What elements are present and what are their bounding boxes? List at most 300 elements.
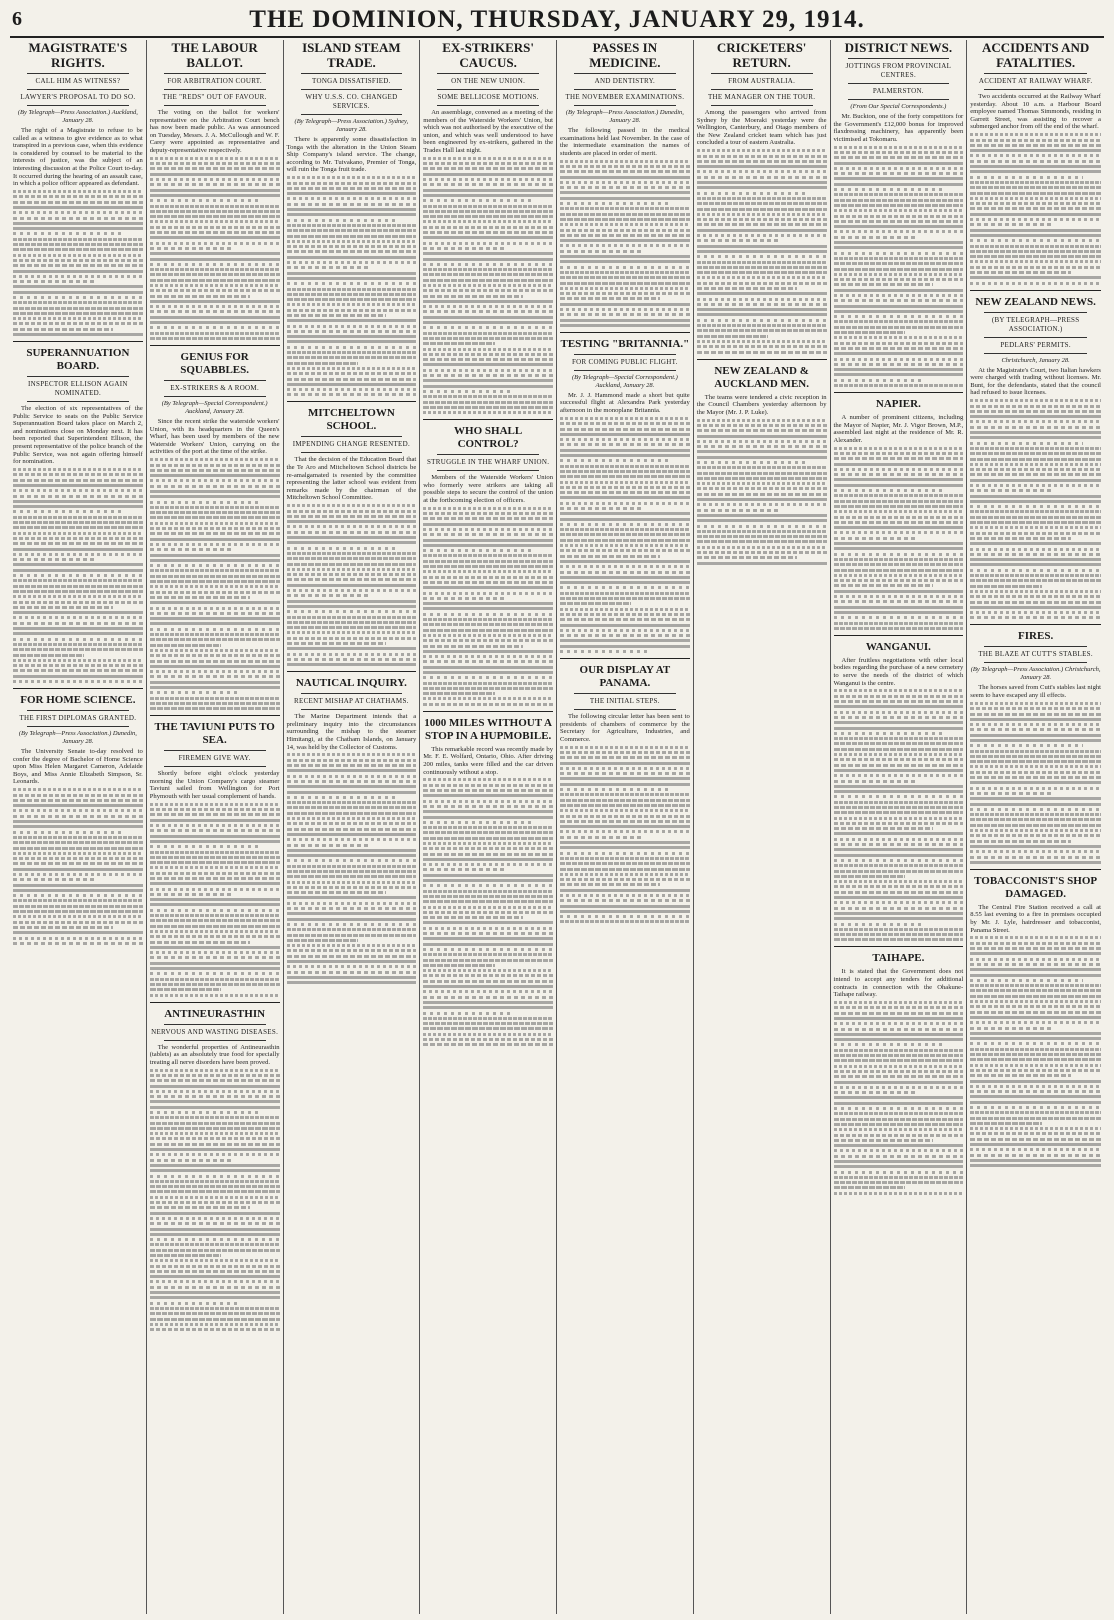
text-line	[834, 209, 964, 212]
text-line	[834, 273, 964, 276]
text-line	[834, 283, 934, 286]
text-line	[970, 489, 1054, 492]
text-line	[560, 170, 690, 173]
text-line	[970, 192, 1101, 195]
text-line	[423, 906, 553, 909]
article-text: Members of the Waterside Workers' Union who formerly were strikers are taking all possible steps to secure the control of the union at the forthcoming election of officers.	[423, 474, 553, 504]
text-line	[423, 911, 553, 914]
text-line	[150, 1164, 280, 1167]
text-line	[287, 330, 417, 333]
text-line	[13, 275, 143, 278]
text-line	[287, 240, 417, 243]
dateline: Christchurch, January 28.	[1001, 356, 1070, 364]
article-text: The following passed in the medical examinations held last November. In the case of the intermediate examination the names of students are placed in order of merit.	[560, 127, 690, 157]
rule	[27, 401, 129, 402]
text-line	[560, 592, 690, 595]
text-line	[287, 272, 417, 275]
text-line	[970, 1074, 1071, 1077]
text-line	[560, 920, 690, 923]
text-line	[150, 511, 280, 514]
text-line	[970, 202, 1101, 205]
text-line	[13, 616, 143, 619]
text-line	[423, 597, 506, 600]
text-line	[150, 617, 280, 620]
text-line	[287, 854, 417, 857]
text-line	[287, 796, 399, 799]
article-text: The right of a Magistrate to refuse to be called as a witness to give evidence as to what transpired in a previous case, when this evidence is considered by counsel to be material to the interests of justice, was the subject of an interesting discussion at the Police Court to-day. It occurred during the hearing of an assault case, in which a police officer appeared as defendant.	[13, 127, 143, 188]
text-line	[970, 207, 1101, 210]
text-line	[150, 888, 280, 891]
headline: GENIUS FOR SQUABBLES.	[180, 350, 250, 376]
text-line	[150, 1318, 280, 1321]
text-line	[970, 606, 1101, 609]
text-line	[697, 562, 827, 565]
text-line	[970, 1064, 1101, 1067]
text-line	[287, 907, 417, 910]
text-line	[834, 252, 964, 255]
text-line	[150, 1222, 280, 1225]
text-line	[423, 953, 553, 956]
text-line	[150, 252, 280, 255]
text-line	[970, 405, 1101, 408]
text-line	[834, 827, 934, 830]
text-line	[560, 250, 643, 253]
text-line	[423, 682, 553, 685]
text-line	[287, 282, 417, 285]
story-divider	[150, 345, 280, 346]
text-line	[834, 753, 964, 756]
rule	[574, 105, 676, 106]
text-line	[697, 445, 827, 448]
text-line	[150, 284, 280, 287]
text-line	[970, 1042, 1101, 1045]
text-line	[970, 399, 1101, 402]
text-line	[560, 165, 690, 168]
text-line	[423, 666, 553, 669]
text-line	[697, 466, 827, 469]
text-line	[150, 1122, 280, 1125]
text-line	[970, 149, 1101, 152]
text-line	[150, 585, 280, 588]
text-line	[13, 809, 143, 812]
text-line	[560, 809, 690, 812]
text-line	[560, 560, 690, 563]
text-line	[834, 151, 964, 154]
rule	[164, 89, 266, 90]
text-line	[287, 775, 417, 778]
text-line	[423, 581, 553, 584]
story	[970, 875, 1101, 1167]
text-line	[834, 1075, 964, 1078]
text-line	[697, 271, 827, 274]
story	[13, 347, 143, 683]
text-line	[834, 379, 922, 382]
text-line	[13, 510, 125, 513]
rule	[574, 89, 676, 90]
rule	[164, 105, 266, 106]
text-line	[13, 579, 143, 582]
text-line	[560, 512, 690, 515]
text-line	[150, 1302, 238, 1305]
text-line	[13, 526, 143, 529]
text-line	[150, 856, 280, 859]
body-text-lines	[150, 458, 280, 710]
text-line	[13, 489, 143, 492]
text-line	[834, 1149, 964, 1152]
rule	[301, 693, 403, 694]
text-line	[150, 607, 280, 610]
text-line	[697, 503, 827, 506]
text-line	[560, 544, 690, 547]
text-line	[560, 207, 690, 210]
text-line	[970, 952, 1101, 955]
text-line	[423, 247, 506, 250]
text-line	[560, 266, 690, 269]
text-line	[834, 167, 964, 170]
text-line	[697, 487, 827, 490]
text-line	[150, 247, 233, 250]
text-line	[150, 872, 280, 875]
story	[13, 40, 143, 336]
text-line	[834, 880, 964, 883]
text-line	[423, 199, 535, 202]
text-line	[423, 374, 553, 377]
article-text: After fruitless negotiations with other local bodies regarding the purchase of a new cemetery to serve the needs of the district of which Wanganui is the centre.	[833, 656, 964, 687]
text-line	[423, 289, 553, 292]
text-line	[697, 276, 827, 279]
text-line	[150, 495, 280, 498]
text-line	[150, 1228, 280, 1231]
story	[560, 40, 690, 327]
body-text-lines	[287, 504, 417, 666]
text-line	[150, 670, 280, 673]
text-line	[423, 634, 553, 637]
text-line	[150, 1270, 280, 1273]
text-line	[287, 955, 417, 958]
text-line	[834, 848, 964, 851]
headline: NEW ZEALAND NEWS.	[975, 295, 1096, 308]
text-line	[970, 139, 1101, 142]
text-line	[970, 734, 1101, 737]
text-line	[423, 1006, 553, 1009]
text-line	[13, 291, 143, 294]
text-line	[423, 549, 535, 552]
text-line	[560, 481, 690, 484]
rule	[848, 99, 950, 100]
text-line	[834, 368, 964, 371]
text-line	[560, 518, 690, 521]
text-line	[287, 208, 417, 211]
rule	[984, 353, 1087, 354]
text-line	[560, 804, 690, 807]
text-line	[150, 941, 250, 944]
text-line	[13, 322, 143, 325]
text-line	[970, 271, 1071, 274]
text-line	[970, 1148, 1101, 1151]
subheading: THE BLAZE AT CUTT'S STABLES.	[978, 650, 1093, 659]
text-line	[287, 541, 417, 544]
text-line	[970, 579, 1101, 582]
text-line	[423, 167, 553, 170]
text-line	[560, 788, 672, 791]
text-line	[423, 847, 553, 850]
article-text: At the Magistrate's Court, two Italian hawkers were charged with trading without licenses. Mr. Bunt, for the defendants, stated that the council had refused to issue licenses.	[970, 366, 1101, 397]
text-line	[150, 464, 280, 467]
text-line	[697, 308, 827, 311]
text-line	[560, 465, 690, 468]
text-line	[834, 622, 964, 625]
text-line	[423, 263, 553, 266]
text-line	[560, 868, 690, 871]
text-line	[150, 1296, 280, 1299]
text-line	[150, 215, 280, 218]
text-line	[834, 938, 964, 941]
text-line	[423, 226, 553, 229]
text-line	[423, 565, 553, 568]
text-line	[150, 316, 280, 319]
text-line	[970, 574, 1101, 577]
article-text: The teams were tendered a civic reception in the Council Chambers yesterday afternoon by the Mayor (Mr. J. P. Luke).	[696, 393, 827, 416]
rule	[301, 89, 403, 90]
text-line	[970, 154, 1101, 157]
text-line	[970, 771, 1101, 774]
text-line	[150, 622, 280, 625]
text-line	[423, 342, 494, 345]
text-line	[834, 542, 964, 545]
text-line	[560, 783, 690, 786]
text-line	[970, 442, 1082, 445]
text-line	[150, 835, 280, 838]
text-line	[560, 602, 631, 605]
story	[834, 40, 964, 387]
story	[423, 717, 553, 1047]
text-line	[150, 919, 280, 922]
text-line	[560, 581, 690, 584]
body-text-lines	[560, 417, 690, 653]
body-text-lines	[560, 746, 690, 924]
text-line	[697, 509, 780, 512]
text-line	[423, 842, 553, 845]
text-line	[970, 1032, 1101, 1035]
story-divider	[834, 946, 964, 947]
text-line	[150, 1106, 280, 1109]
text-line	[560, 894, 690, 897]
text-line	[423, 607, 553, 610]
text-line	[13, 542, 143, 545]
text-line	[287, 785, 417, 788]
text-line	[560, 746, 690, 749]
subheading: CALL HIM AS WITNESS?	[35, 77, 121, 85]
text-line	[150, 564, 280, 567]
text-line	[287, 637, 417, 640]
text-line	[13, 937, 143, 940]
text-line	[287, 504, 417, 507]
text-line	[834, 859, 964, 862]
headline: SUPERANNUATION BOARD.	[26, 347, 130, 373]
text-line	[150, 1259, 280, 1262]
text-line	[423, 363, 553, 366]
text-line	[970, 776, 1101, 779]
text-line	[13, 516, 143, 519]
text-line	[150, 538, 280, 541]
text-line	[13, 569, 143, 572]
text-line	[970, 250, 1101, 253]
text-line	[834, 220, 964, 223]
text-line	[150, 877, 280, 880]
text-line	[150, 501, 262, 504]
rule	[301, 709, 403, 710]
text-line	[970, 431, 1101, 434]
text-line	[150, 691, 238, 694]
text-line	[13, 868, 143, 871]
text-line	[423, 890, 553, 893]
text-line	[697, 255, 827, 258]
dateline: (By Telegraph—Press Association.) Auckland, January 28.	[17, 109, 138, 124]
text-line	[970, 420, 1101, 423]
text-line	[834, 310, 964, 313]
text-line	[423, 784, 553, 787]
column-8	[967, 40, 1104, 1614]
text-line	[834, 801, 964, 804]
text-line	[13, 632, 143, 635]
text-line	[423, 964, 494, 967]
story	[560, 338, 690, 653]
text-line	[423, 284, 553, 287]
text-line	[834, 1181, 964, 1184]
text-line	[697, 456, 827, 459]
text-line	[150, 1238, 280, 1241]
text-line	[697, 530, 827, 533]
text-line	[423, 618, 553, 621]
text-line	[150, 279, 280, 282]
story	[834, 952, 964, 1194]
text-line	[834, 700, 964, 703]
text-line	[13, 648, 143, 651]
rule	[574, 370, 676, 371]
text-line	[697, 556, 797, 559]
text-line	[970, 282, 1101, 285]
text-line	[287, 515, 417, 518]
text-line	[287, 822, 417, 825]
text-line	[560, 244, 690, 247]
story-divider	[697, 359, 827, 360]
text-line	[834, 146, 964, 149]
headline: THE TAVIUNI PUTS TO SEA.	[154, 721, 275, 747]
article-text: The University Senate to-day resolved to confer the degree of Bachelor of Home Science upon Miss Helen Margaret Cameron, Adelaide Boys, and Miss Annie Elizabeth Simpson, Sr. Leonards.	[13, 747, 143, 786]
text-line	[834, 780, 917, 783]
text-line	[834, 1070, 964, 1073]
text-line	[13, 296, 143, 299]
text-line	[150, 1243, 280, 1246]
text-line	[834, 627, 964, 630]
text-line	[13, 611, 143, 614]
text-line	[560, 255, 690, 258]
text-line	[423, 517, 553, 520]
article-text: Among the passengers who arrived from Sydney by the Moeraki yesterday were the Wellington, Canterbury, and Otago members of the New Zealand cricket team which has just concluded a tour of eastern Australia.	[696, 109, 827, 147]
text-line	[150, 612, 280, 615]
text-line	[13, 627, 143, 630]
text-line	[13, 248, 143, 251]
text-line	[834, 183, 964, 186]
text-line	[970, 1080, 1101, 1083]
text-line	[423, 629, 553, 632]
text-line	[970, 1101, 1101, 1104]
text-line	[970, 537, 1071, 540]
text-line	[13, 259, 143, 262]
text-line	[970, 1085, 1101, 1088]
text-line	[423, 816, 553, 819]
text-line	[834, 917, 964, 920]
headline: 1000 MILES WITHOUT A STOP IN A HUPMOBILE.	[424, 716, 552, 742]
text-line	[560, 634, 690, 637]
text-line	[150, 199, 262, 202]
text-line	[13, 505, 143, 508]
text-line	[834, 928, 964, 931]
text-line	[970, 1138, 1101, 1141]
article-text: A number of prominent citizens, including the Mayor of Napier, Mr. J. Vigor Brown, M.P., assembled last night at the residence of Mr. R. Alexander.	[833, 414, 964, 444]
story	[697, 40, 827, 354]
text-line	[834, 590, 964, 593]
article-text: This remarkable record was recently made by Mr. F. E. Wolfard, Ontario, Ohio. After driving 200 miles, tanks were filled and the car driven continuously without a stop.	[423, 745, 553, 776]
story-divider	[150, 1002, 280, 1003]
text-line	[560, 202, 672, 205]
text-line	[287, 525, 417, 528]
text-line	[834, 1038, 964, 1041]
text-line	[287, 859, 417, 862]
text-line	[287, 764, 417, 767]
text-line	[287, 261, 417, 264]
text-line	[13, 270, 143, 273]
text-line	[560, 181, 690, 184]
text-line	[150, 321, 280, 324]
text-line	[150, 1153, 280, 1156]
rule	[574, 73, 676, 74]
text-line	[560, 597, 690, 600]
subheading: INSPECTOR ELLISON AGAIN NOMINATED.	[28, 380, 128, 398]
text-line	[834, 1160, 964, 1163]
text-line	[13, 942, 143, 945]
text-line	[834, 1112, 964, 1115]
text-line	[423, 932, 553, 935]
text-line	[423, 316, 553, 319]
text-line	[13, 878, 96, 881]
text-line	[150, 1254, 221, 1257]
rule	[711, 89, 813, 90]
text-line	[13, 238, 143, 241]
text-line	[423, 874, 553, 877]
text-line	[834, 705, 964, 708]
text-line	[150, 543, 280, 546]
text-line	[150, 898, 280, 901]
dateline: (By Telegraph—Special Correspondent.) Auckland, January 28.	[161, 399, 268, 415]
text-line	[150, 930, 280, 933]
text-line	[423, 800, 553, 803]
headline: WANGANUI.	[865, 640, 931, 653]
text-line	[150, 1233, 280, 1236]
text-line	[560, 449, 690, 452]
text-line	[150, 1196, 280, 1199]
text-line	[834, 1001, 964, 1004]
text-line	[697, 223, 827, 226]
text-line	[423, 395, 553, 398]
text-line	[150, 226, 280, 229]
text-line	[970, 548, 1101, 551]
rule	[711, 105, 813, 106]
column-4	[420, 40, 557, 1614]
text-line	[13, 601, 143, 604]
rule	[164, 380, 266, 381]
text-line	[423, 258, 553, 261]
